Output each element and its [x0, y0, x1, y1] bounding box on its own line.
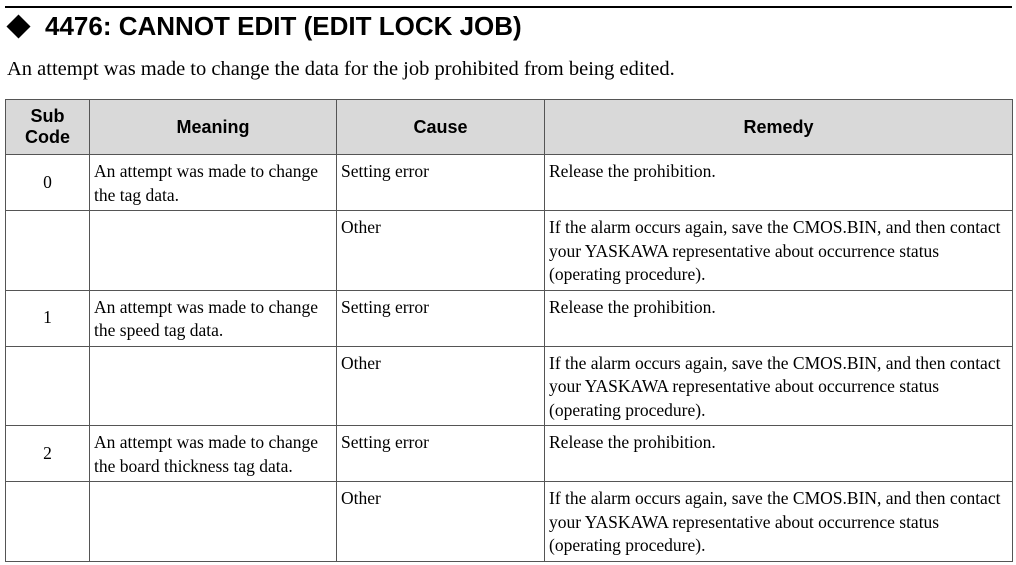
cause-cell: Other [337, 482, 545, 562]
cause-cell: Other [337, 211, 545, 291]
sub-code-cell [6, 346, 90, 426]
header-sub-code: Sub Code [6, 100, 90, 155]
meaning-cell: An attempt was made to change the board thickness tag data. [90, 426, 337, 482]
cause-cell: Setting error [337, 155, 545, 211]
sub-code-cell: 2 [6, 426, 90, 482]
sub-code-cell [6, 482, 90, 562]
table-row [6, 211, 1013, 291]
remedy-cell: If the alarm occurs again, save the CMOS.BIN, and then contact your YASKAWA representative about occurrence status (operating procedure). [545, 482, 1013, 562]
alarm-title: 4476: CANNOT EDIT (EDIT LOCK JOB) [45, 11, 522, 41]
table-row [6, 290, 1013, 346]
meaning-cell: An attempt was made to change the speed tag data. [90, 290, 337, 346]
remedy-cell: If the alarm occurs again, save the CMOS.BIN, and then contact your YASKAWA representative about occurrence status (operating procedure). [545, 211, 1013, 291]
table-row [6, 155, 1013, 211]
meaning-cell [90, 346, 337, 426]
sub-code-cell [6, 211, 90, 291]
meaning-cell: An attempt was made to change the tag data. [90, 155, 337, 211]
remedy-cell: If the alarm occurs again, save the CMOS.BIN, and then contact your YASKAWA representative about occurrence status (operating procedure). [545, 346, 1013, 426]
remedy-cell: Release the prohibition. [545, 426, 1013, 482]
table-row [6, 426, 1013, 482]
sub-code-cell: 1 [6, 290, 90, 346]
header-meaning: Meaning [90, 100, 337, 155]
meaning-cell [90, 482, 337, 562]
table-header-row [6, 100, 1013, 155]
top-rule [5, 6, 1012, 8]
header-remedy: Remedy [545, 100, 1013, 155]
remedy-cell: Release the prohibition. [545, 155, 1013, 211]
header-cause: Cause [337, 100, 545, 155]
remedy-cell: Release the prohibition. [545, 290, 1013, 346]
meaning-cell [90, 211, 337, 291]
alarm-table [5, 99, 1013, 562]
sub-code-cell: 0 [6, 155, 90, 211]
alarm-heading [5, 11, 522, 42]
table-row [6, 482, 1013, 562]
cause-cell: Setting error [337, 290, 545, 346]
cause-cell: Setting error [337, 426, 545, 482]
diamond-bullet-icon [6, 14, 30, 38]
alarm-description: An attempt was made to change the data for the job prohibited from being edited. [7, 58, 675, 80]
cause-cell: Other [337, 346, 545, 426]
table-row [6, 346, 1013, 426]
